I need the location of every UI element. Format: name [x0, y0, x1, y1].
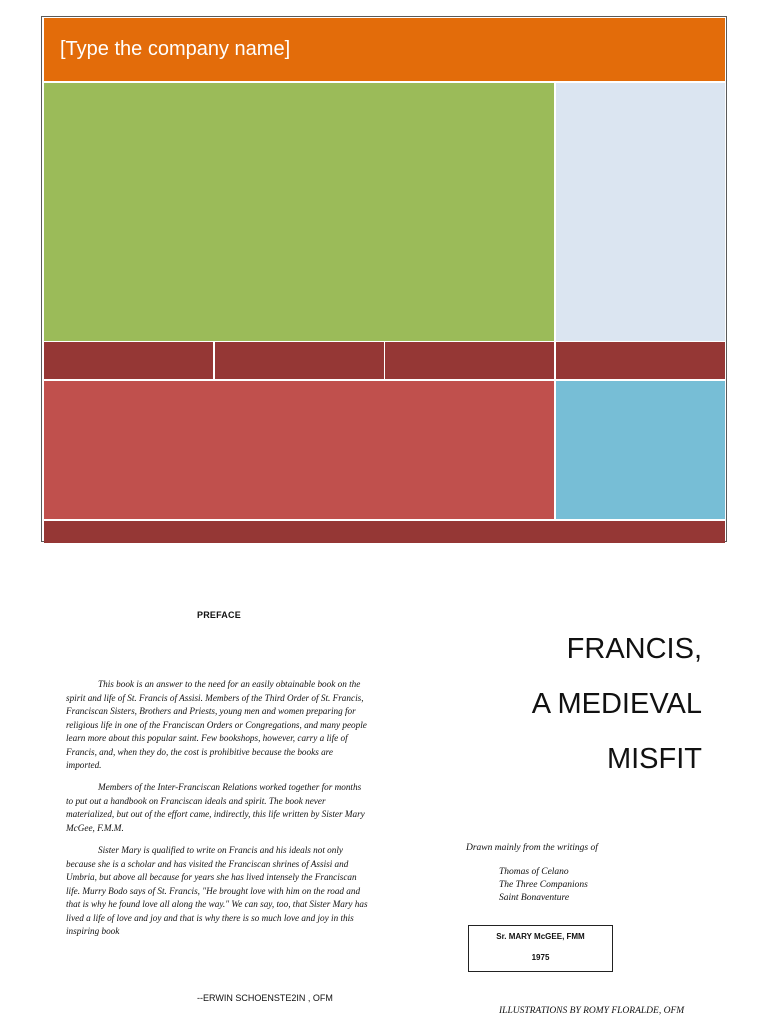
publication-year: 1975: [531, 953, 550, 962]
cover-sky-blue-block: [556, 381, 725, 519]
illustrations-credit: ILLUSTRATIONS BY ROMY FLORALDE, OFM: [499, 1006, 685, 1016]
cover-strip-cell: [44, 342, 213, 379]
source-list: [499, 866, 588, 905]
preface-paragraph: [66, 844, 368, 939]
preface-paragraph: [66, 781, 368, 835]
preface-paragraph: [66, 678, 368, 773]
drawn-from-note: Drawn mainly from the writings of: [466, 843, 598, 853]
cover-header-band: [44, 18, 725, 81]
author-box: [468, 925, 613, 972]
source-item: The Three Companions: [499, 880, 588, 890]
author-name: Sr. MARY McGEE, FMM: [496, 932, 585, 941]
company-name-placeholder[interactable]: [Type the company name]: [60, 38, 291, 60]
preface-paragraph-text: Sister Mary is qualified to write on Francis and his ideals not only because she is a scholar and has visited the Franciscan shrines of Assisi and Umbria, but above all because for years she has lived intensely the Franciscan life. Murry Bodo says of St. Francis, "He brought love with him on the road and that is why he found love all along the way." We can say, too, that Sister Mary has lived a life of love and joy and that is why there is so much love and joy in this inspiring book: [66, 845, 368, 936]
source-item: Saint Bonaventure: [499, 893, 570, 903]
cover-page: [41, 16, 727, 542]
cover-strip-cell: [385, 342, 554, 379]
cover-red-block: [44, 381, 554, 519]
book-title-line-2: A MEDIEVAL: [531, 688, 702, 720]
cover-pale-blue-block: [556, 83, 725, 341]
cover-green-block: [44, 83, 554, 341]
preface-signature: --ERWIN SCHOENSTE2IN , OFM: [197, 993, 333, 1003]
preface-paragraph-text: This book is an answer to the need for an easily obtainable book on the spirit and life of St. Francis of Assisi. Members of the Third Order of St. Francis, Franciscan Sisters, Brothers and Priests, young men and women preparing for religious life in one of the Franciscan Orders or Congregations, and many people learn more about this popular saint. Few bookshops, however, carry a life of Francis, and, when they do, the cost is prohibitive because the books are imported.: [66, 679, 367, 770]
cover-footer-band: [44, 521, 725, 543]
book-title-line-3: MISFIT: [606, 743, 702, 775]
source-item: Thomas of Celano: [499, 867, 569, 877]
cover-strip-cell: [556, 342, 725, 379]
preface-heading: PREFACE: [197, 610, 241, 620]
cover-strip-cell: [215, 342, 384, 379]
book-title-line-1: FRANCIS,: [566, 633, 702, 665]
preface-paragraph-text: Members of the Inter-Franciscan Relations worked together for months to put out a handbook on Franciscan ideals and spirit. The book never materialized, but out of the effort came, indirectly, this life written by Sister Mary McGee, F.M.M.: [66, 782, 365, 833]
